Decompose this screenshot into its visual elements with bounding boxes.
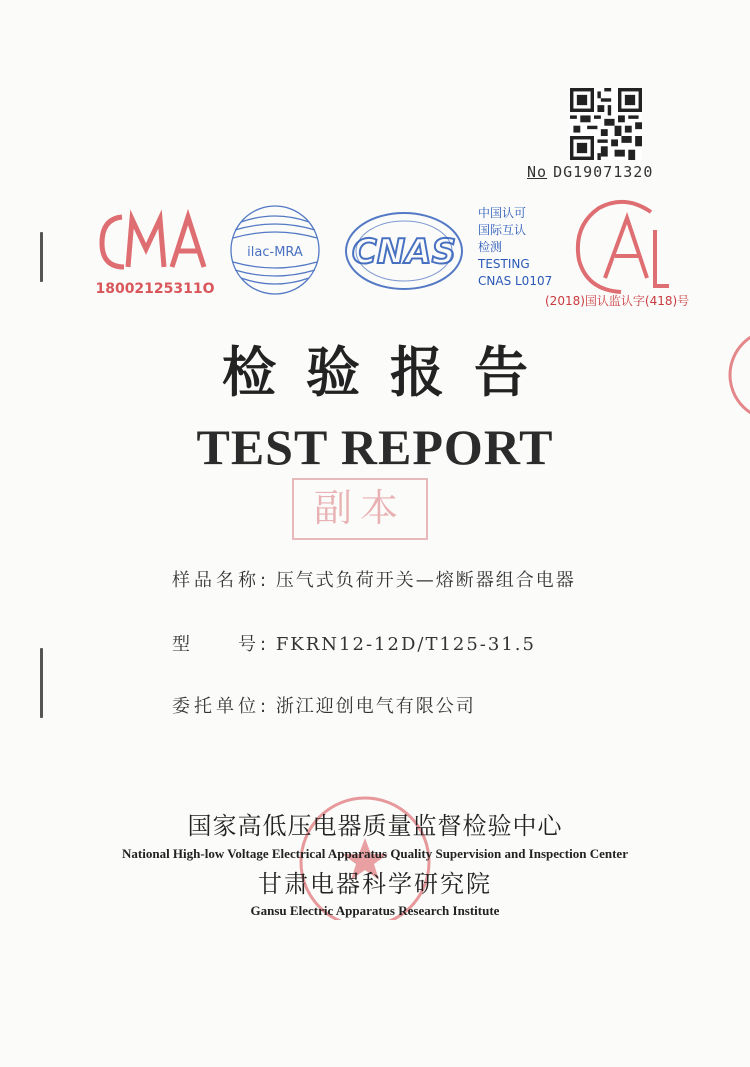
qr-code-icon bbox=[570, 88, 642, 160]
cnas-line: 国际互认 bbox=[478, 223, 527, 237]
binder-mark bbox=[40, 648, 43, 718]
ilac-mark: ilac-MRA bbox=[247, 245, 303, 260]
report-title-cn: 检验报告 bbox=[222, 341, 558, 404]
model-row bbox=[172, 630, 536, 656]
binder-mark bbox=[40, 232, 43, 282]
report-title-en: TEST REPORT bbox=[196, 419, 554, 475]
sample-name-label: 样品名称: bbox=[172, 570, 271, 591]
sample-name-value: 压气式负荷开关—熔断器组合电器 bbox=[275, 570, 576, 591]
cal-license-number: (2018)国认监认字(418)号 bbox=[545, 294, 690, 308]
institute-name-cn: 甘肃电器科学研究院 bbox=[258, 870, 492, 898]
cnas-mark: CNAS bbox=[351, 232, 457, 272]
center-name-cn: 国家高低压电器质量监督检验中心 bbox=[187, 812, 563, 840]
serial-prefix: No bbox=[527, 163, 548, 181]
cma-logo bbox=[92, 205, 218, 300]
cnas-line: TESTING bbox=[478, 257, 530, 271]
model-label: 型 号: bbox=[172, 634, 271, 655]
client-label: 委托单位: bbox=[172, 696, 271, 717]
copy-stamp: 副本 bbox=[292, 478, 428, 540]
cma-number: 18002125311O bbox=[95, 281, 215, 297]
model-value: FKRN12-12D/T125-31.5 bbox=[275, 634, 536, 655]
report-serial-number bbox=[527, 163, 653, 181]
cnas-line: 中国认可 bbox=[478, 206, 527, 220]
client-value: 浙江迎创电气有限公司 bbox=[275, 696, 476, 717]
sample-name-row bbox=[172, 566, 576, 592]
cnas-logo bbox=[340, 205, 468, 297]
client-row bbox=[172, 692, 476, 718]
cnas-line: CNAS L0107 bbox=[478, 274, 553, 288]
institute-name-en: Gansu Electric Apparatus Research Institute bbox=[250, 903, 500, 918]
center-name-en: National High-low Voltage Electrical Apparatus Quality Supervision and Inspection Center bbox=[122, 846, 628, 861]
cnas-accreditation-text bbox=[478, 205, 558, 290]
serial-value: DG19071320 bbox=[553, 163, 654, 181]
ilac-mra-logo bbox=[225, 200, 325, 300]
cnas-line: 检测 bbox=[478, 240, 503, 254]
